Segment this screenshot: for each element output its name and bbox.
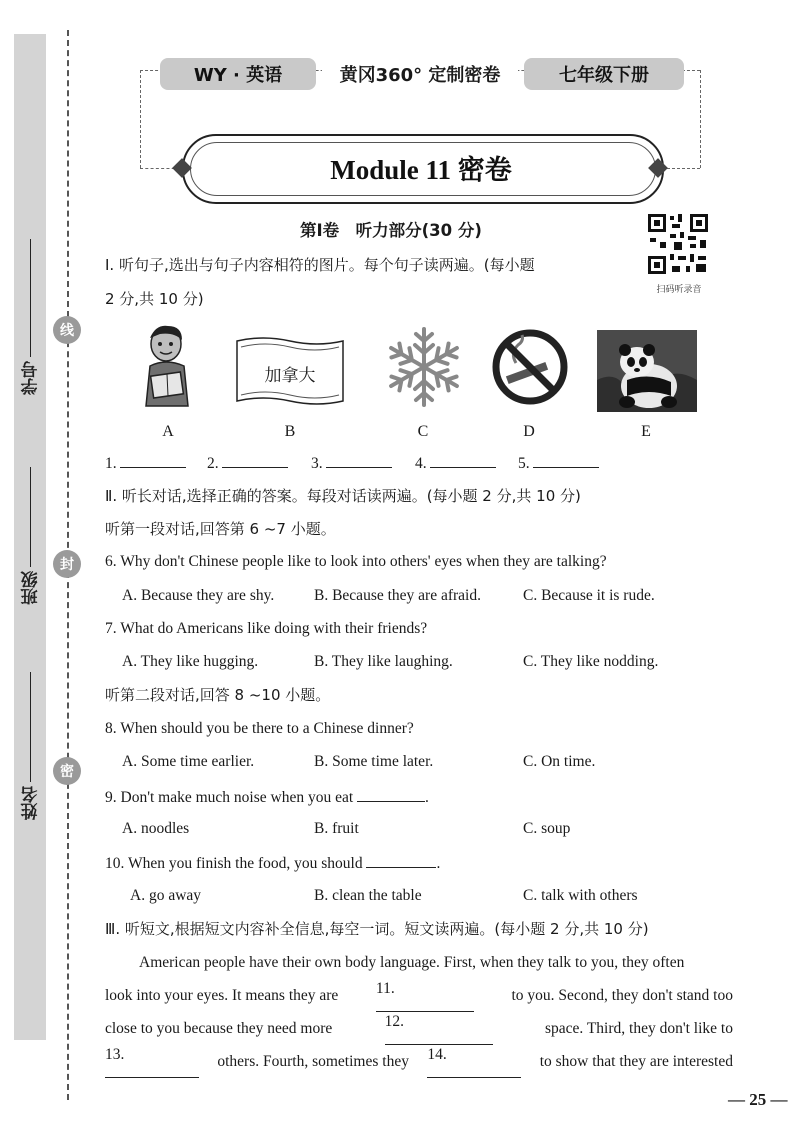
section-heading: 第Ⅰ卷 听力部分(30 分) <box>300 221 482 240</box>
qr-caption: 扫码听录音 <box>656 285 702 295</box>
blank-13[interactable]: 13. <box>105 1045 199 1078</box>
part1-instruction-cont: 2 分,共 10 分) <box>105 290 204 308</box>
question-10: 10. When you finish the food, you should . <box>105 855 441 872</box>
q7-option-c[interactable]: C. They like nodding. <box>523 653 659 670</box>
snowflake-icon <box>388 325 460 409</box>
flag-text: 加拿大 <box>264 366 316 386</box>
question-9: 9. Don't make much noise when you eat . <box>105 789 429 806</box>
cut-mark-secret: 密 <box>53 757 81 785</box>
passage <box>105 946 733 1078</box>
class-field: 班级 <box>17 450 45 605</box>
answer-blank-4[interactable]: 4. <box>415 453 496 474</box>
part1-instruction: Ⅰ. 听句子,选出与句子内容相符的图片。每个句子读两遍。(每小题 <box>105 256 535 274</box>
grade-pill: 七年级下册 <box>524 58 684 90</box>
subject-pill: WY · 英语 <box>160 58 316 90</box>
passage-line-4: 13. others. Fourth, sometimes they 14. to show that they are interested <box>105 1045 733 1078</box>
answer-blank-2[interactable]: 2. <box>207 453 288 474</box>
picture-label-a: A <box>162 423 174 440</box>
series-title: 黄冈360° 定制密卷 <box>322 58 518 90</box>
passage-line-2: look into your eyes. It means they are 11. to you. Second, they don't stand too <box>105 979 733 1012</box>
q9-option-a[interactable]: A. noodles <box>122 820 190 837</box>
boy-reading-book-icon <box>138 322 198 412</box>
passage-line-3: close to you because they need more 12. space. Third, they don't like to <box>105 1012 733 1045</box>
q7-option-a[interactable]: A. They like hugging. <box>122 653 259 670</box>
picture-label-c: C <box>417 423 429 440</box>
q10-blank[interactable] <box>366 853 436 868</box>
no-smoking-icon <box>492 329 568 405</box>
picture-label-b: B <box>284 423 296 440</box>
dialogue2-note: 听第二段对话,回答 8 ~10 小题。 <box>105 686 331 704</box>
name-field: 姓名 <box>17 660 45 820</box>
header-frame-right <box>700 70 701 168</box>
cut-mark-line: 线 <box>53 316 81 344</box>
q10-option-c[interactable]: C. talk with others <box>523 887 638 904</box>
question-8: 8. When should you be there to a Chinese dinner? <box>105 720 414 737</box>
answer-blank-3[interactable]: 3. <box>311 453 392 474</box>
name-line[interactable] <box>31 672 32 782</box>
picture-label-d: D <box>523 423 535 440</box>
part3-instruction: Ⅲ. 听短文,根据短文内容补全信息,每空一词。短文读两遍。(每小题 2 分,共 10 分) <box>105 920 649 938</box>
answer-blank-5[interactable]: 5. <box>518 453 599 474</box>
header-frame-left <box>140 70 141 168</box>
q8-option-a[interactable]: A. Some time earlier. <box>122 753 255 770</box>
passage-line-1: American people have their own body language. First, when they talk to you, they often <box>139 954 685 971</box>
panda-photo <box>597 330 697 412</box>
q8-option-c[interactable]: C. On time. <box>523 753 596 770</box>
part2-instruction: Ⅱ. 听长对话,选择正确的答案。每段对话读两遍。(每小题 2 分,共 10 分) <box>105 487 581 505</box>
blank-11[interactable]: 11. <box>376 979 474 1012</box>
question-6: 6. Why don't Chinese people like to look into others' eyes when they are talking? <box>105 553 607 570</box>
q9-option-c[interactable]: C. soup <box>523 820 571 837</box>
page-number: — 25 — <box>728 1090 788 1109</box>
q9-blank[interactable] <box>357 787 425 802</box>
page-title: Module 11 密卷 <box>330 154 512 185</box>
qr-code-icon[interactable] <box>646 212 710 276</box>
q10-option-b[interactable]: B. clean the table <box>314 887 422 904</box>
cut-mark-seal: 封 <box>53 550 81 578</box>
blank-14[interactable]: 14. <box>427 1045 521 1078</box>
picture-label-e: E <box>641 423 651 440</box>
dialogue1-note: 听第一段对话,回答第 6 ~7 小题。 <box>105 520 336 538</box>
q6-option-b[interactable]: B. Because they are afraid. <box>314 587 481 604</box>
student-id-field: 学号 <box>17 225 45 395</box>
q9-option-b[interactable]: B. fruit <box>314 820 359 837</box>
q8-option-b[interactable]: B. Some time later. <box>314 753 434 770</box>
q10-option-a[interactable]: A. go away <box>130 887 202 904</box>
question-7: 7. What do Americans like doing with their friends? <box>105 620 428 637</box>
blank-12[interactable]: 12. <box>385 1012 493 1045</box>
student-id-line[interactable] <box>31 239 32 357</box>
q6-option-a[interactable]: A. Because they are shy. <box>122 587 275 604</box>
q6-option-c[interactable]: C. Because it is rude. <box>523 587 655 604</box>
answer-blank-1[interactable]: 1. <box>105 453 186 474</box>
q7-option-b[interactable]: B. They like laughing. <box>314 653 453 670</box>
class-line[interactable] <box>31 467 32 567</box>
